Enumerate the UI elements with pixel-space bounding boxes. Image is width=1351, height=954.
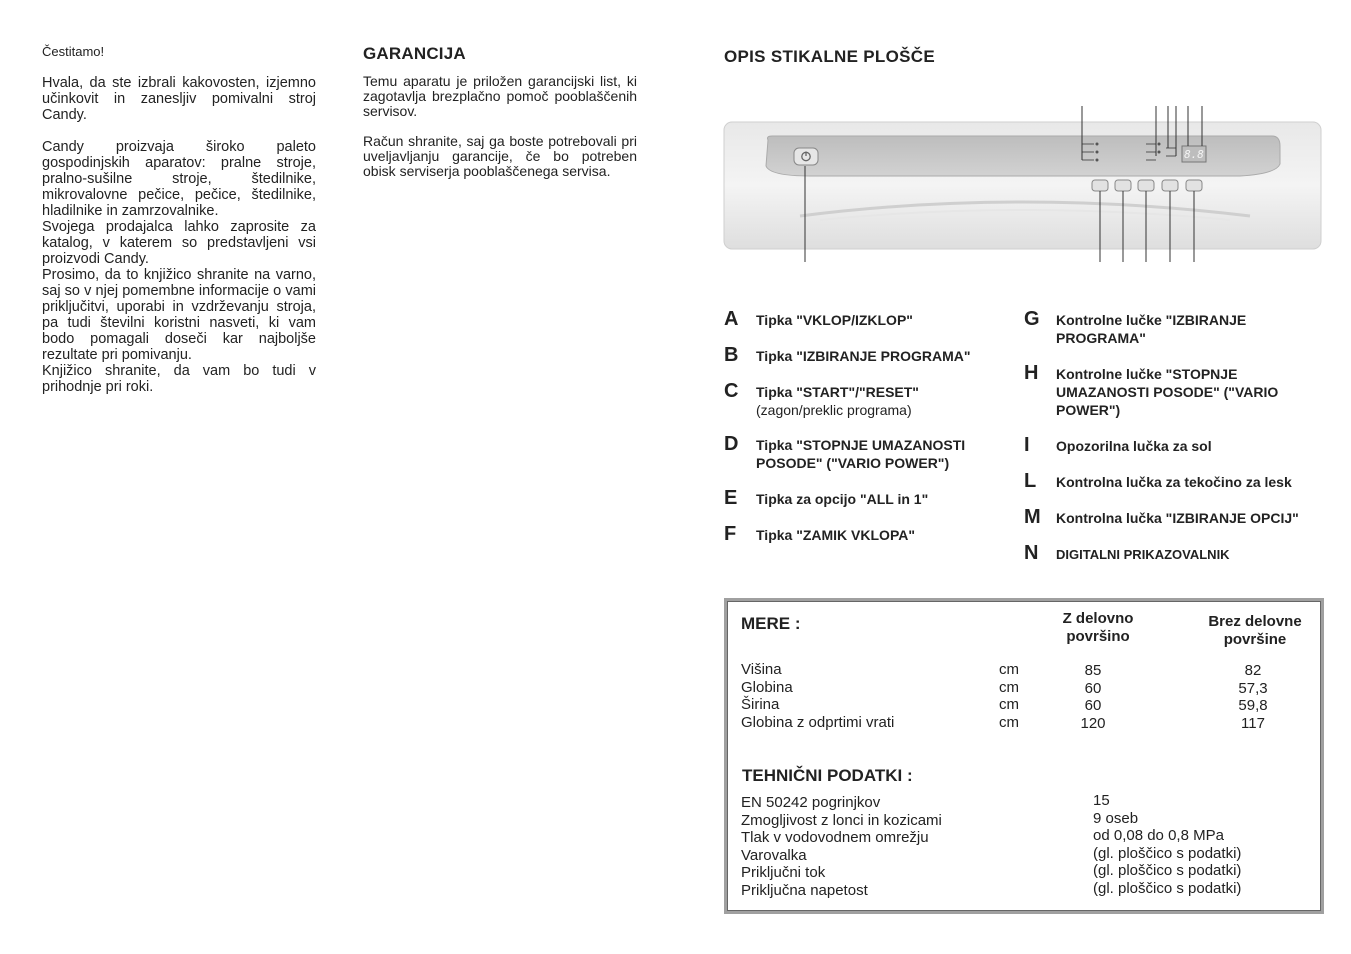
legend-text: Tipka "STOPNJE UMAZANOSTI POSODE" ("VARIO POWER") [756,437,966,471]
legend-text: Kontrolna lučka "IZBIRANJE OPCIJ" [1056,510,1299,526]
legend-letter: G [1024,308,1040,330]
dimension-label: Globina [741,678,793,696]
power-button-icon [794,148,818,165]
legend-item-a [724,308,1024,330]
technical-value: od 0,08 do 0,8 MPa [1093,827,1224,844]
dimension-value-without-top: 82 [1244,662,1262,679]
intro-paragraph-3: Svojega prodajalca lahko zaprosite za katalog, v katerem so predstavljeni vsi proizvodi Candy. [42,219,316,267]
technical-value: (gl. ploščico s podatki) [1093,879,1242,897]
vario-power-button-icon [1138,180,1154,191]
legend-item-c [724,380,1024,419]
dimension-label: Širina [741,696,780,713]
legend-text: DIGITALNI PRIKAZOVALNIK [1056,547,1230,562]
legend-letter: C [724,380,739,402]
legend-subtext: (zagon/preklic programa) [756,402,912,418]
technical-label: EN 50242 pogrinjkov [741,794,881,811]
panel-title: OPIS STIKALNE PLOŠČE [724,47,935,66]
legend-right [1024,308,1334,582]
all-in-1-button-icon [1162,180,1178,191]
legend-text: Kontrolna lučka za tekočino za lesk [1056,474,1292,490]
warranty-paragraph-1: Temu aparatu je priložen garancijski list, ki zagotavlja brezplačno pomoč pooblaščenih servisov. [363,73,637,119]
greeting: Čestitamo! [42,44,105,59]
legend-letter: L [1024,470,1037,492]
intro-column [42,44,316,395]
legend-item-l [1024,470,1334,492]
legend-text: Tipka "IZBIRANJE PROGRAMA" [756,348,971,364]
dimension-value-with-top: 60 [1084,697,1102,714]
warranty-column [363,44,637,179]
legend-item-h [1024,362,1334,420]
dimension-unit: cm [999,713,1019,731]
warranty-title: GARANCIJA [363,44,466,63]
legend-text: Kontrolne lučke "IZBIRANJE PROGRAMA" [1056,312,1247,346]
legend-item-b [724,344,1024,366]
legend-item-m [1024,506,1334,528]
legend-text: Tipka "ZAMIK VKLOPA" [756,527,915,543]
legend-letter: E [724,487,738,509]
legend-letter: N [1024,542,1039,564]
dimension-value-without-top: 57,3 [1238,679,1268,697]
intro-paragraph-2: Candy proizvaja široko paleto gospodinjskih aparatov: pralne stroje, pralno-sušilne stroje, štedilnike, mikrovalovne pečice, pečice, štedilnike, hladilnike in zamrzovalnike. [42,139,316,219]
control-panel-illustration [720,104,1330,264]
intro-paragraph-5: Knjižico shranite, da vam bo tudi v prihodnje pri roki. [42,363,316,395]
legend-letter: B [724,344,739,366]
legend-letter: F [724,523,737,545]
warranty-paragraph-2: Račun shranite, saj ga boste potrebovali pri uveljavljanju garancije, če bo potreben obisk serviserja pooblaščenega servisa. [363,133,637,179]
intro-paragraph-1: Hvala, da ste izbrali kakovosten, izjemno učinkovit in zanesljiv pomivalni stroj Candy. [42,75,316,123]
column-header-without-top: Brez delovne površine [1208,613,1302,648]
legend-text: Opozorilna lučka za sol [1056,438,1212,454]
intro-paragraph-4: Prosimo, da to knjižico shranite na varno, saj so v njej pomembne informacije o vami priključitvi, uporabi in vzdrževanju stroja, pa tudi številni koristni nasveti, ki vam bodo pomagali doseči kar najboljše rezultate pri pomivanju. [42,267,316,363]
legend-text: Kontrolne lučke "STOPNJE UMAZANOSTI POSODE" ("VARIO POWER") [1056,366,1279,418]
technical-title: TEHNIČNI PODATKI : [742,766,913,785]
technical-value: 9 oseb [1093,809,1139,827]
legend-letter: A [724,308,739,330]
dimension-label: Višina [741,661,782,678]
legend-left [724,308,1024,563]
technical-label: Zmogljivost z lonci in kozicami [741,811,942,829]
dimension-value-with-top: 60 [1084,679,1102,697]
dimension-unit: cm [999,678,1019,696]
technical-label: Priključna napetost [741,881,868,899]
legend-text: Tipka "START"/"RESET" [756,384,919,400]
dimension-value-without-top: 117 [1241,714,1265,732]
delay-start-button-icon [1186,180,1202,191]
dimensions-title: MERE : [741,614,801,633]
legend-item-d [724,433,1024,473]
technical-value: (gl. ploščico s podatki) [1093,844,1242,862]
legend-text: Tipka za opcijo "ALL in 1" [756,491,929,507]
legend-item-f [724,523,1024,545]
legend-text: Tipka "VKLOP/IZKLOP" [756,312,913,328]
technical-label: Tlak v vodovodnem omrežju [741,829,929,846]
legend-letter: H [1024,362,1039,384]
legend-letter: D [724,433,739,455]
dimension-unit: cm [999,696,1019,713]
display-digits: 8.8 [1184,148,1204,161]
technical-label: Varovalka [741,846,807,864]
legend-item-i [1024,434,1334,456]
program-button-icon [1092,180,1108,191]
legend-item-g [1024,308,1334,348]
dimension-value-with-top: 120 [1080,714,1106,732]
legend-item-n [1024,542,1334,564]
technical-value: (gl. ploščico s podatki) [1093,862,1242,879]
start-reset-button-icon [1115,180,1131,191]
legend-letter: I [1024,434,1030,456]
specifications-box [724,598,1324,914]
legend-item-e [724,487,1024,509]
dimension-value-without-top: 59,8 [1238,697,1268,714]
column-header-with-top: Z delovno površino [1062,610,1134,645]
dimension-label: Globina z odprtimi vrati [741,713,895,731]
technical-label: Priključni tok [741,864,826,881]
dimension-unit: cm [999,661,1019,678]
technical-value: 15 [1093,792,1110,809]
dimension-value-with-top: 85 [1084,662,1102,679]
legend-letter: M [1024,506,1041,528]
